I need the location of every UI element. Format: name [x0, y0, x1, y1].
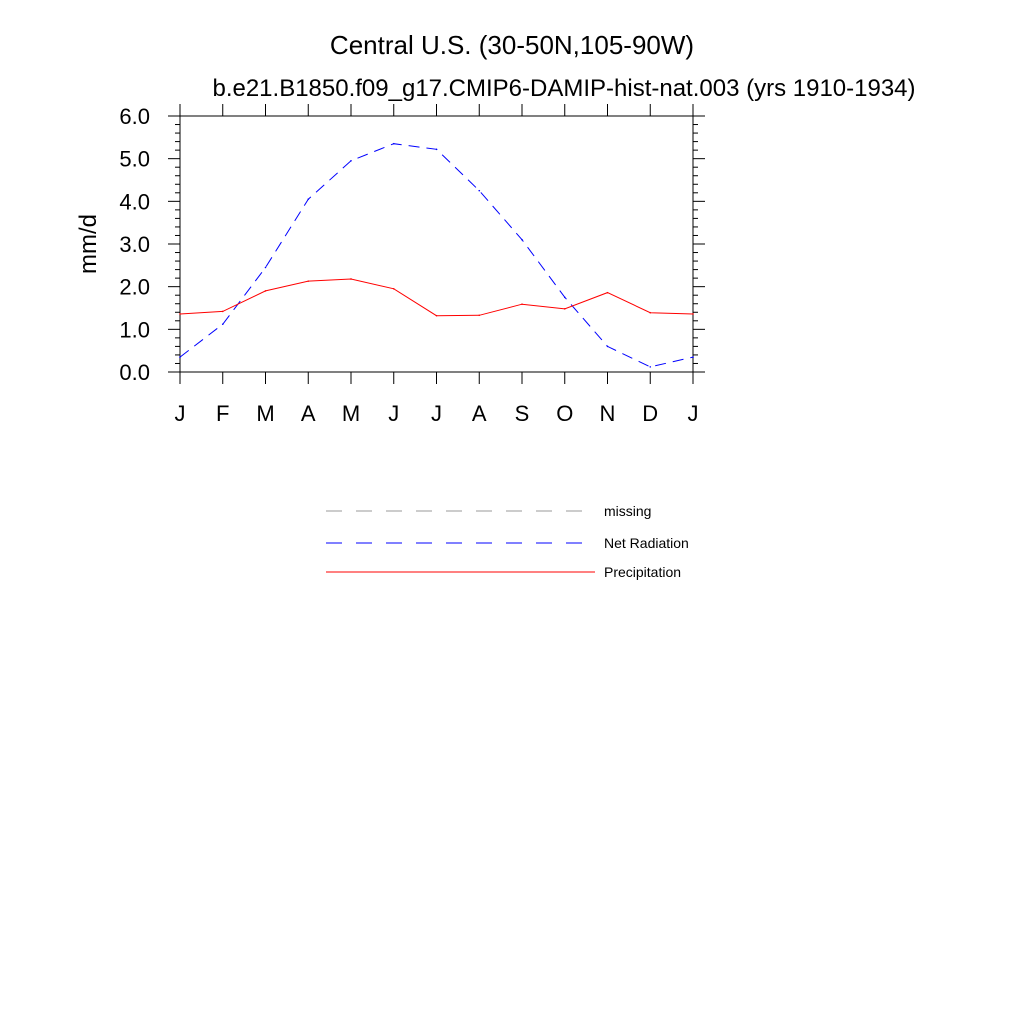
data-point-net-radiation: [179, 356, 181, 358]
data-point-precipitation: [179, 313, 181, 315]
x-tick-labels: [175, 401, 699, 426]
series-layer: [179, 143, 694, 368]
x-tick-label: N: [599, 401, 616, 426]
y-tick-label: 1.0: [119, 317, 150, 343]
x-tick-label: M: [341, 401, 361, 426]
x-tick-label: S: [514, 401, 530, 426]
y-tick-label: 2.0: [119, 274, 150, 300]
x-tick-label: J: [388, 401, 400, 426]
y-tick-label: 5.0: [119, 146, 150, 172]
x-tick-label: D: [642, 401, 659, 426]
data-point-net-radiation: [649, 366, 651, 368]
data-point-precipitation: [692, 313, 694, 315]
y-tick-label: 3.0: [119, 232, 150, 257]
x-tick-label: A: [300, 401, 316, 426]
chart-subtitle: b.e21.B1850.f09_g17.CMIP6-DAMIP-hist-nat.003 (yrs 1910-1934): [212, 75, 916, 102]
data-point-precipitation: [350, 278, 352, 280]
data-point-precipitation: [521, 303, 523, 305]
data-point-net-radiation: [393, 143, 395, 145]
x-tick-label: A: [471, 401, 487, 426]
y-tick-label: 6.0: [119, 104, 150, 129]
legend: [326, 503, 689, 580]
series-line-precipitation: [180, 279, 693, 316]
x-tick-label: J: [431, 401, 442, 426]
data-point-precipitation: [265, 290, 267, 292]
data-point-net-radiation: [521, 239, 523, 241]
data-point-net-radiation: [265, 267, 267, 269]
x-tick-label: O: [556, 401, 574, 426]
major-ticks: [168, 104, 705, 384]
data-point-net-radiation: [350, 160, 352, 162]
data-point-net-radiation: [692, 356, 694, 358]
chart-title: Central U.S. (30-50N,105-90W): [329, 30, 695, 60]
legend-label-net-radiation: Net Radiation: [604, 535, 689, 551]
data-point-precipitation: [393, 288, 395, 290]
x-tick-label: M: [256, 401, 275, 426]
series-line-net-radiation: [180, 144, 693, 367]
data-point-net-radiation: [436, 148, 438, 150]
legend-label-precipitation: Precipitation: [604, 564, 682, 580]
data-point-precipitation: [478, 314, 480, 316]
data-point-net-radiation: [478, 190, 480, 192]
minor-ticks: [175, 125, 698, 364]
y-tick-label: 0.0: [119, 360, 150, 385]
y-axis-label: mm/d: [75, 214, 102, 274]
legend-label-missing: missing: [604, 503, 652, 519]
x-tick-label: J: [174, 401, 186, 426]
y-tick-labels: [119, 104, 150, 385]
data-point-precipitation: [307, 280, 309, 282]
data-point-net-radiation: [222, 323, 224, 325]
y-tick-label: 4.0: [119, 189, 150, 215]
data-point-net-radiation: [607, 346, 609, 348]
data-point-precipitation: [564, 308, 566, 310]
data-point-precipitation: [436, 315, 438, 317]
x-tick-label: F: [216, 401, 230, 426]
data-point-net-radiation: [564, 297, 566, 299]
data-point-precipitation: [607, 292, 609, 294]
data-point-precipitation: [222, 311, 224, 313]
data-point-precipitation: [649, 312, 651, 314]
x-tick-label: J: [687, 401, 699, 426]
data-point-net-radiation: [307, 198, 309, 200]
plot-frame: [180, 116, 693, 372]
